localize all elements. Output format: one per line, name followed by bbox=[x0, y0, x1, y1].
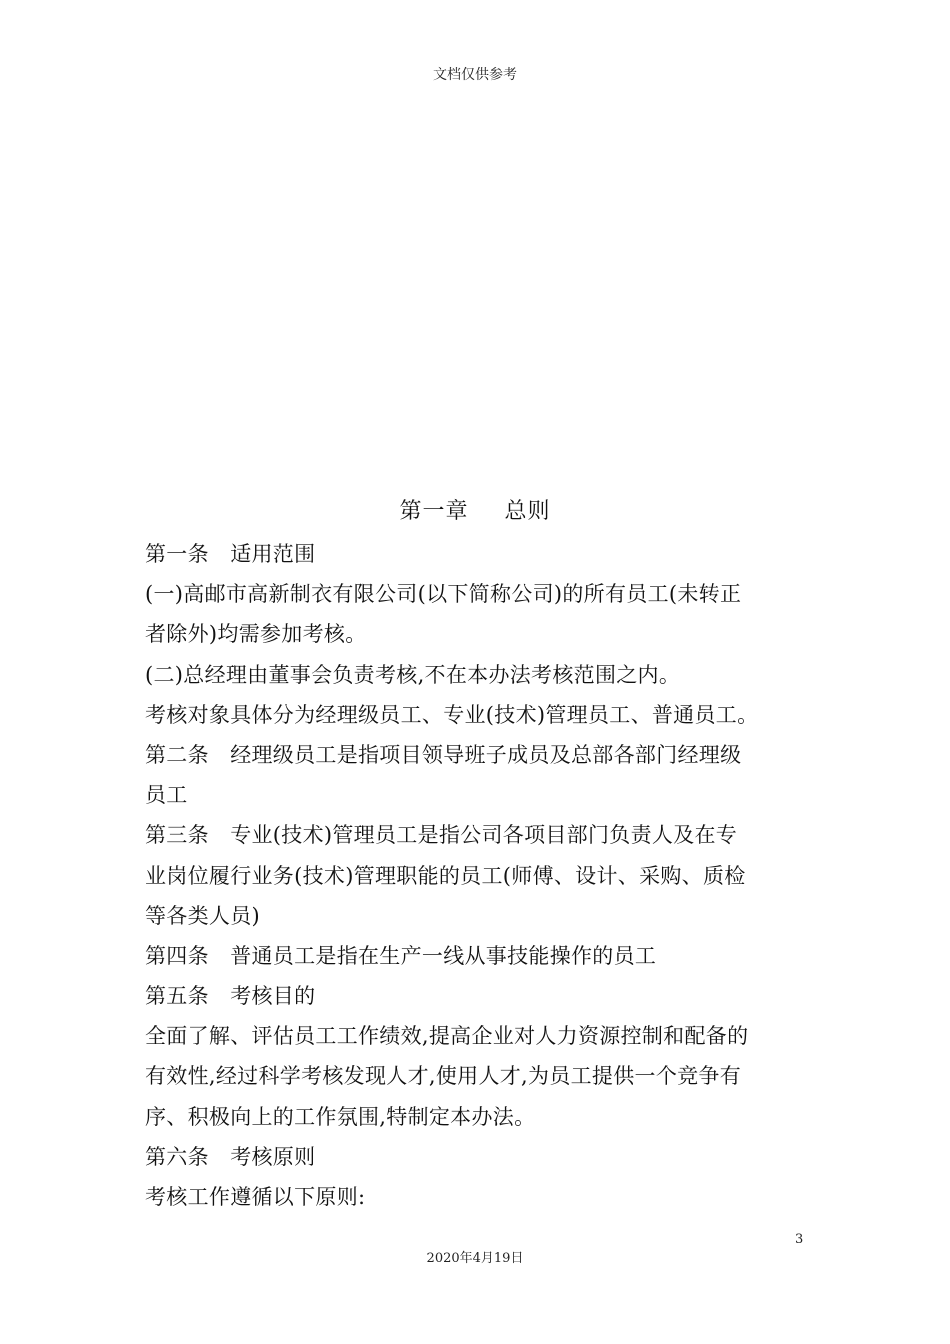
article-5-heading: 第五条 考核目的 bbox=[145, 984, 316, 1009]
body-line: 考核工作遵循以下原则: bbox=[145, 1185, 366, 1209]
body-line: 考核对象具体分为经理级员工、专业(技术)管理员工、普通员工。 bbox=[145, 702, 759, 727]
body-line: 全面了解、评估员工工作绩效,提高企业对人力资源控制和配备的 bbox=[145, 1024, 749, 1049]
body-line: 序、积极向上的工作氛围,特制定本办法。 bbox=[145, 1104, 536, 1129]
page-number: 3 bbox=[795, 1232, 804, 1247]
document-body bbox=[145, 534, 815, 1217]
article-1-heading: 第一条 适用范围 bbox=[145, 542, 316, 566]
body-line: 业岗位履行业务(技术)管理职能的员工(师傅、设计、采购、质检 bbox=[145, 863, 746, 888]
body-line: 员工 bbox=[145, 783, 188, 808]
article-6-heading: 第六条 考核原则 bbox=[145, 1144, 316, 1169]
article-2: 第二条 经理级员工是指项目领导班子成员及总部各部门经理级 bbox=[145, 742, 742, 767]
article-4: 第四条 普通员工是指在生产一线从事技能操作的员工 bbox=[145, 943, 657, 968]
chapter-title: 总则 bbox=[504, 499, 551, 524]
body-line: 者除外)均需参加考核。 bbox=[145, 622, 367, 647]
body-line: (一)高邮市高新制衣有限公司(以下简称公司)的所有员工(未转正 bbox=[145, 582, 742, 607]
chapter-number: 第一章 bbox=[399, 499, 469, 524]
footer-date: 2020年4月19日 bbox=[426, 1251, 524, 1266]
chapter-heading bbox=[0, 494, 950, 525]
page-header: 文档仅供参考 bbox=[433, 67, 517, 83]
body-line: (二)总经理由董事会负责考核,不在本办法考核范围之内。 bbox=[145, 662, 681, 687]
body-line: 有效性,经过科学考核发现人才,使用人才,为员工提供一个竞争有 bbox=[145, 1064, 742, 1089]
body-line: 等各类人员) bbox=[145, 903, 260, 928]
article-3: 第三条 专业(技术)管理员工是指公司各项目部门负责人及在专 bbox=[145, 823, 738, 848]
